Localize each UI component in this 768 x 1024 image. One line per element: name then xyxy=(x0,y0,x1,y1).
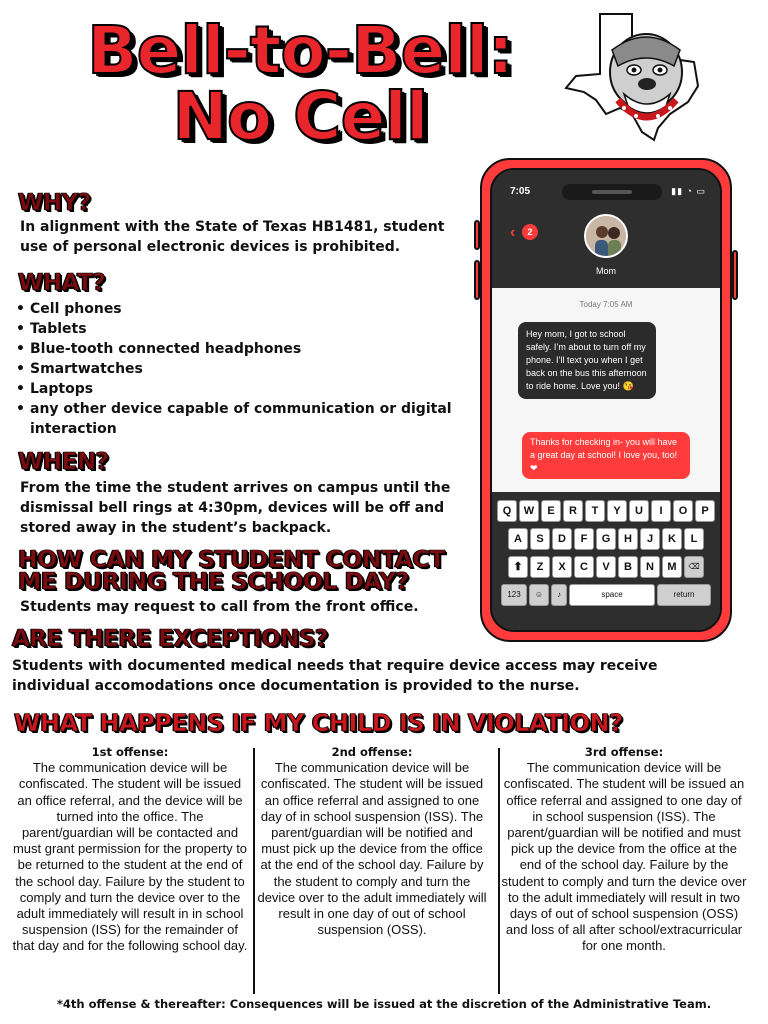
offense-title: 1st offense: xyxy=(91,745,169,759)
outgoing-message-bubble: Thanks for checking in- you will have a great day at school! I love you, too! ❤ xyxy=(522,432,690,479)
keyboard-key: M xyxy=(662,556,682,578)
keyboard-key: Y xyxy=(607,500,627,522)
keyboard-key: P xyxy=(695,500,715,522)
phone-side-button xyxy=(474,260,480,300)
offense-text: The communication device will be confiscated. The student will be issued an office referral and assigned to one day of in school suspension (ISS). The parent/guardian will be notified and must pick up the device from the office at the end of the school day. Failure by the student to comply and turn the device over to the adult immediately will result in one day of out of school suspension (OSS). xyxy=(257,760,487,938)
exceptions-text: Students with documented medical needs that require device access may receive individual accomodations once documentation is provided to the nurse. xyxy=(12,658,658,694)
keyboard-key: K xyxy=(662,528,682,550)
keyboard-key: S xyxy=(530,528,550,550)
message-thread xyxy=(492,288,720,492)
device-list xyxy=(16,299,456,439)
keyboard-key: G xyxy=(596,528,616,550)
contact-heading-line-2: ME DURING THE SCHOOL DAY? xyxy=(18,567,409,595)
list-item: • Smartwatches xyxy=(16,359,456,379)
poster-title xyxy=(30,12,570,155)
contact-heading-line-1: HOW CAN MY STUDENT CONTACT xyxy=(18,545,445,573)
offense-column-2 xyxy=(256,744,488,938)
return-key: return xyxy=(657,584,711,606)
phone-screen xyxy=(490,168,722,632)
fourth-offense-footnote: *4th offense & thereafter: Consequences will be issued at the discretion of the Administrative Team. xyxy=(56,997,712,1011)
keyboard-key: I xyxy=(651,500,671,522)
status-time: 7:05 xyxy=(510,186,531,197)
keyboard-row-1 xyxy=(492,500,720,522)
phone-speaker xyxy=(562,184,662,200)
list-item: • any other device capable of communication or digital interaction xyxy=(16,399,456,439)
column-divider xyxy=(253,748,255,994)
when-heading: WHEN? xyxy=(18,449,109,475)
keyboard-key: T xyxy=(585,500,605,522)
microphone-key-icon: ♪ xyxy=(551,584,567,606)
backspace-key-icon: ⌫ xyxy=(684,556,704,578)
keyboard-key: H xyxy=(618,528,638,550)
keyboard-key: C xyxy=(574,556,594,578)
violation-heading: WHAT HAPPENS IF MY CHILD IS IN VIOLATION? xyxy=(14,709,623,737)
title-line-1: Bell-to-Bell: xyxy=(87,12,513,89)
keyboard-key: J xyxy=(640,528,660,550)
keyboard-key: E xyxy=(541,500,561,522)
shift-key-icon: ⬆ xyxy=(508,556,528,578)
keyboard-key: N xyxy=(640,556,660,578)
keyboard-key: A xyxy=(508,528,528,550)
contact-text: Students may request to call from the front office. xyxy=(20,599,419,615)
keyboard-row-4 xyxy=(492,584,720,606)
signal-wifi-battery-icon: ▮▮ ◔ ▭ xyxy=(671,186,706,196)
phone-side-button xyxy=(732,250,738,300)
message-header xyxy=(492,170,720,288)
keyboard-key: D xyxy=(552,528,572,550)
offense-title: 2nd offense: xyxy=(331,745,413,759)
incoming-message-bubble: Hey mom, I got to school safely. I’m about to turn off my phone. I’ll text you when I get back on the bus this afternoon to ride home. Love you! 😘 xyxy=(518,322,656,399)
exceptions-heading: ARE THERE EXCEPTIONS? xyxy=(12,626,328,652)
why-text: In alignment with the State of Texas HB1481, student use of personal electronic devices is prohibited. xyxy=(20,219,445,255)
keyboard-key: F xyxy=(574,528,594,550)
keyboard-row-2 xyxy=(492,528,720,550)
contact-name: Mom xyxy=(596,266,616,276)
keyboard-key: O xyxy=(673,500,693,522)
keyboard-key: V xyxy=(596,556,616,578)
when-text: From the time the student arrives on campus until the dismissal bell rings at 4:30pm, devices will be off and stored away in the student’s backpack. xyxy=(20,480,451,536)
space-key: space xyxy=(569,584,655,606)
offense-text: The communication device will be confiscated. The student will be issued an office referral and assigned to one day of in school suspension (ISS). The parent/guardian will be notified and must pick up the device from the office at the end of the school day. Failure by the student to comply and turn the device over to the adult immediately will result in two days of out of school suspension (OSS) and loss of all after school/extracurricular for one month. xyxy=(501,760,747,954)
phone-side-button xyxy=(474,220,480,250)
on-screen-keyboard xyxy=(492,492,720,632)
keyboard-key: Z xyxy=(530,556,550,578)
why-heading: WHY? xyxy=(18,190,91,216)
keyboard-key: B xyxy=(618,556,638,578)
contact-heading xyxy=(18,545,445,595)
bulldog-mascot-logo xyxy=(562,10,702,142)
avatar-photo-icon xyxy=(586,216,628,258)
back-chevron-icon: ‹ xyxy=(510,224,516,241)
list-item: • Blue-tooth connected headphones xyxy=(16,339,456,359)
emoji-key-icon: ☺ xyxy=(529,584,549,606)
phone-illustration xyxy=(480,158,732,642)
list-item: • Laptops xyxy=(16,379,456,399)
offense-title: 3rd offense: xyxy=(584,745,664,759)
list-item: • Tablets xyxy=(16,319,456,339)
keyboard-key: L xyxy=(684,528,704,550)
keyboard-row-3 xyxy=(492,556,720,578)
unread-badge: 2 xyxy=(522,224,538,240)
offense-text: The communication device will be confiscated. The student will be issued an office referral, and the device will be turned into the office. The parent/guardian will be contacted and must grant permission for the property to be returned to the student at the end of the school day. Failure by the student to comply and turn the device over to the adult immediately will result in in school suspension (ISS) for the remainder of that day and for the following school day. xyxy=(12,760,248,954)
keyboard-key: W xyxy=(519,500,539,522)
contact-avatar xyxy=(584,214,628,258)
numbers-key: 123 xyxy=(501,584,527,606)
keyboard-key: X xyxy=(552,556,572,578)
keyboard-key: U xyxy=(629,500,649,522)
list-item: • Cell phones xyxy=(16,299,456,319)
title-line-2: No Cell xyxy=(172,78,428,155)
keyboard-key: R xyxy=(563,500,583,522)
offense-column-3 xyxy=(500,744,748,955)
message-timestamp: Today 7:05 AM xyxy=(579,300,633,309)
offense-column-1 xyxy=(12,744,248,955)
keyboard-key: Q xyxy=(497,500,517,522)
what-heading: WHAT? xyxy=(18,270,106,296)
